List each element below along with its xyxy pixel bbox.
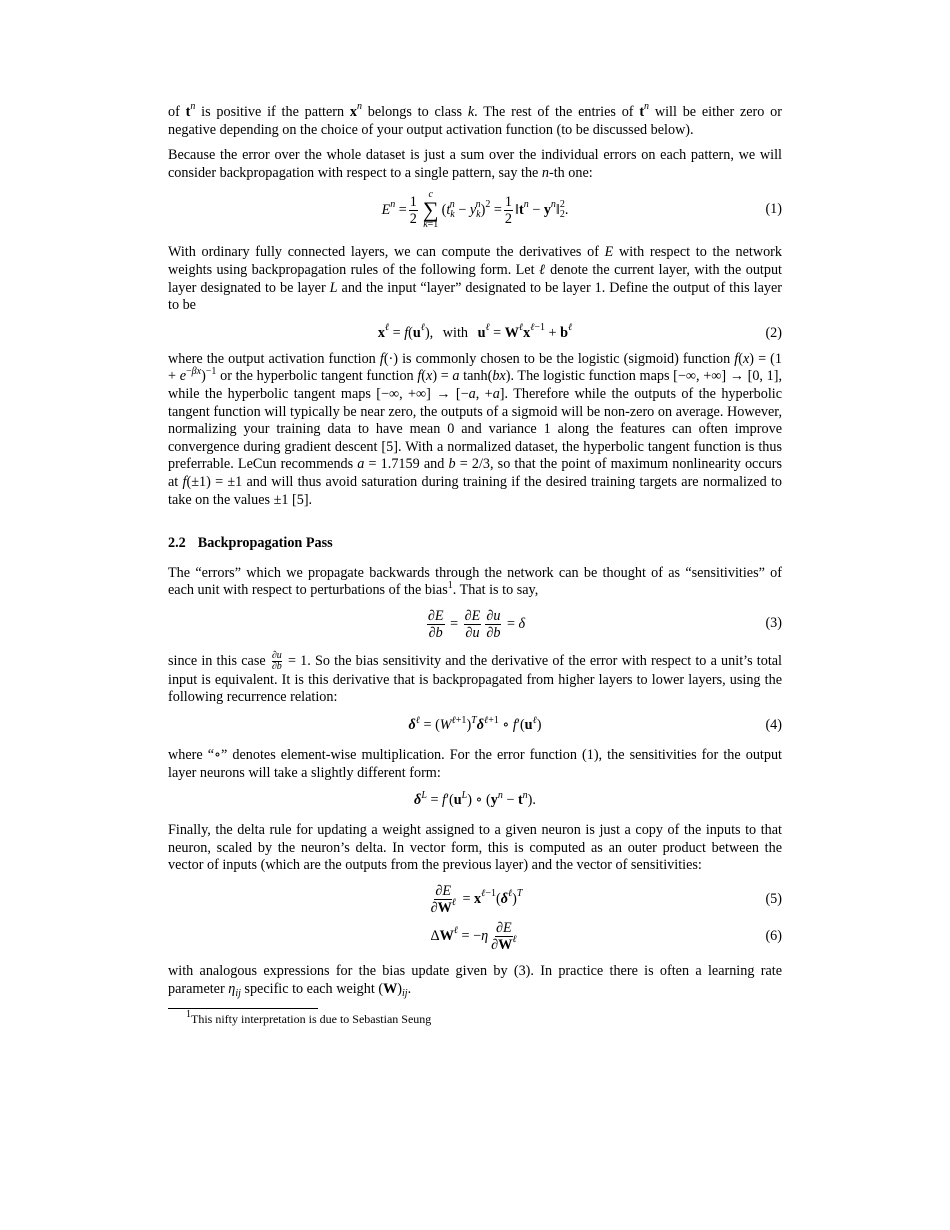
footnote (168, 1009, 782, 1027)
equation-3: $\frac{\partial E}{\partial b}$ = $\frac{\partial E}{\partial u}$ $\frac{\partial u}{\partial b}$ = δ (3) (427, 607, 782, 641)
equation-6-number: (6) (765, 927, 782, 944)
section-number: 2.2 (168, 535, 186, 552)
equation-4-number: (4) (765, 717, 782, 734)
paragraph-4: where the output activation function f(·) is commonly chosen to be the logistic (sigmoid) function $f(x) = (1 + e^{-\beta x})^{-1}$ or the hyperbolic tangent function f(x) = a tanh(bx). The logistic function maps [−∞, +∞] → [0, 1], while the hyperbolic tangent maps [−∞, +∞] → [−a, +a]. Therefore while the outputs of the hyperbolic tangent function will typically be near zero, the outputs of a sigmoid will be non-zero on average. However, normalizing your training data to have mean 0 and variance 1 along the features can often improve convergence during gradient descent [5]. With a normalized dataset, the hyperbolic tangent function is thus preferrable. LeCun recommends a = 1.7159 and b = 2/3, so that the point of maximum nonlinearity occurs at f(±1) = ±1 and will thus avoid saturation during training if the desired training targets are normalized to take on the values ±1 [5]. (168, 350, 783, 508)
paper-page (168, 101, 783, 1027)
equation-unnumbered: $\delta^L = f'(u^L)$ ∘ $(y^n - t^n)$. (414, 789, 536, 809)
paragraph-6: since in this case $\frac{\partial u}{\partial b}$ = 1. So the bias sensitivity and the derivative of the error with respect to a unit’s total input is equivalent. It is this derivative that is backpropagated from higher layers to lower layers, using the following recurrence relation: (168, 649, 782, 706)
section-title: Backpropagation Pass (197, 535, 333, 552)
paragraph-9: with analogous expressions for the bias update given by (3). In practice there is often a learning rate parameter $\eta_{ij}$ specific to each weight $(W)_{ij}$. (168, 963, 782, 1000)
equation-5: $\frac{\partial E}{\partial W^\ell}$ = $x^{\ell-1}(\delta^\ell)^T$ (5) (430, 883, 782, 917)
paragraph-8: Finally, the delta rule for updating a weight assigned to a given neuron is just a copy of the inputs to that neuron, scaled by the neuron’s delta. In vector form, this is computed as an outer product between the vector of inputs (which are the outputs from the previous layer) and the vector of sensitivities: (168, 822, 782, 874)
paragraph-3: With ordinary fully connected layers, we can compute the derivatives of E with respect to the network weights using backpropagation rules of the following form. Let ℓ denote the current layer, with the output layer designated to be layer L and the input “layer” designated to be layer 1. Define the output of this layer to be (168, 244, 783, 314)
equation-2: $x^\ell = f(u^\ell)$, with $u^\ell = W^\ell x^{\ell-1} + b^\ell$ (2) (377, 322, 782, 341)
equation-1: $E^n$ = $\frac{1}{2}$ c ∑ k=1 $(t_k^n - y_k^n)^2$ = $\frac{1}{2}$ $‖t^n$ − $y^n‖_2^2$. (1) (381, 189, 782, 231)
equation-2-word: with (442, 324, 469, 341)
footnote-mark: 1 (186, 1009, 191, 1021)
paragraph-2: Because the error over the whole dataset is just a sum over the individual errors on each pattern, we will consider backpropagation with respect to a single pattern, say the n-th one: (168, 147, 782, 181)
equation-1-number: (1) (765, 201, 782, 218)
equation-4: $\delta^\ell = (W^{\ell+1})^T\delta^{\ell+1}$ ∘ $f'(u^\ell)$ (4) (408, 714, 782, 734)
equation-2-number: (2) (765, 324, 782, 341)
equation-3-number: (3) (765, 615, 782, 632)
paragraph-7: where “∘” denotes element-wise multiplication. For the error function (1), the sensitivities for the output layer neurons will take a slightly different form: (168, 747, 782, 781)
paragraph-1: of $t^n$ is positive if the pattern $x^n$ belongs to class k. The rest of the entries of $t^n$ will be either zero or negative depending on the choice of your output activation function (to be discussed below). (168, 101, 782, 138)
section-heading (168, 535, 782, 553)
footnote-text: This nifty interpretation is due to Sebastian Seung (191, 1012, 432, 1027)
equation-5-number: (5) (765, 890, 782, 907)
paragraph-5: The “errors” which we propagate backwards through the network can be thought of as “sensitivities” of each unit with respect to perturbations of the bias$^1$. That is to say, (168, 564, 782, 599)
equation-6: $\Delta W^\ell = -\eta$ $\frac{\partial E}{\partial W^\ell}$ (6) (430, 920, 782, 954)
